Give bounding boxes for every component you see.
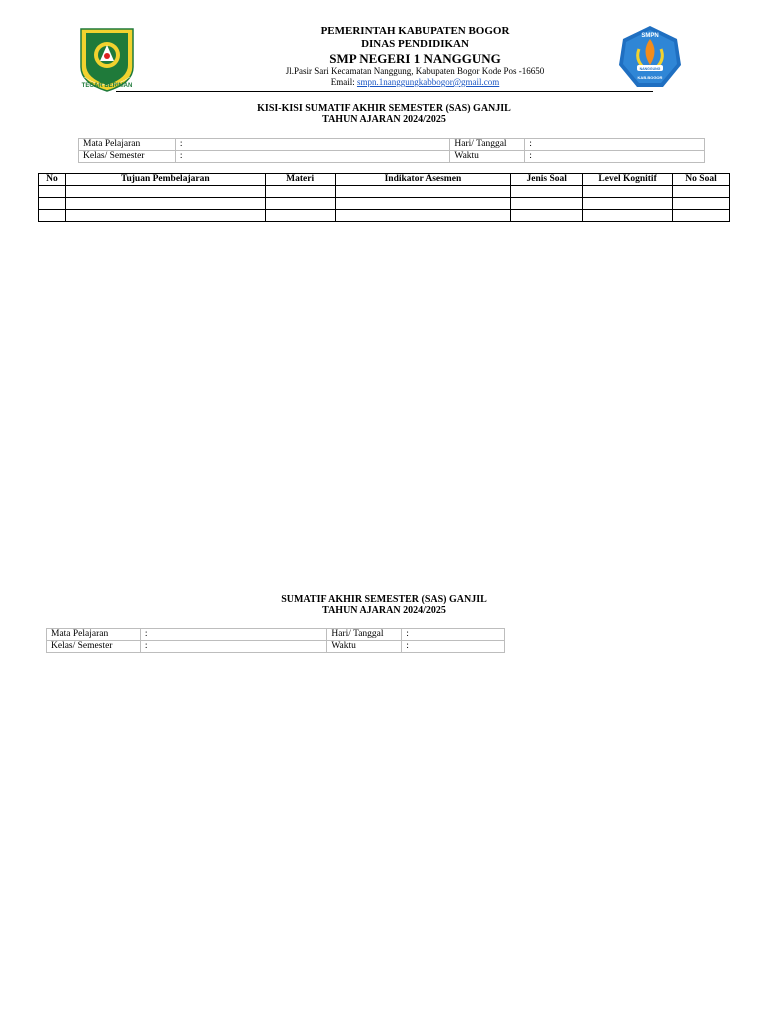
section1-year: TAHUN AJARAN 2024/2025 xyxy=(322,114,446,125)
table-cell[interactable] xyxy=(511,198,583,210)
logo-mid-text: NANGGUNG xyxy=(639,67,661,71)
column-header-no: No xyxy=(39,174,66,186)
table-cell[interactable] xyxy=(335,186,511,198)
school-name: SMP NEGERI 1 NANGGUNG xyxy=(329,51,501,66)
table-cell[interactable] xyxy=(65,198,265,210)
table-cell[interactable] xyxy=(65,210,265,222)
table-cell[interactable] xyxy=(583,210,673,222)
government-name: PEMERINTAH KABUPATEN BOGOR xyxy=(320,25,510,37)
table-cell[interactable] xyxy=(583,198,673,210)
table-cell[interactable] xyxy=(39,210,66,222)
column-header-jenis-soal: Jenis Soal xyxy=(511,174,583,186)
info-label-hari-tanggal: Hari/ Tanggal xyxy=(450,139,525,151)
info-value-waktu[interactable]: : xyxy=(402,641,505,653)
section1-title: KISI-KISI SUMATIF AKHIR SEMESTER (SAS) GANJIL xyxy=(257,103,511,114)
table-cell[interactable] xyxy=(335,210,511,222)
table-cell[interactable] xyxy=(265,186,335,198)
column-header-level-kognitif: Level Kognitif xyxy=(583,174,673,186)
table-cell[interactable] xyxy=(673,210,730,222)
department-name: DINAS PENDIDIKAN xyxy=(361,38,469,50)
info-value-mata-pelajaran[interactable]: : xyxy=(175,139,449,151)
table-cell[interactable] xyxy=(673,198,730,210)
table-row xyxy=(39,210,730,222)
info-value-mata-pelajaran[interactable]: : xyxy=(140,629,327,641)
info-label-waktu: Waktu xyxy=(450,151,525,163)
email-label: Email: xyxy=(330,77,357,87)
table-row xyxy=(39,198,730,210)
column-header-materi: Materi xyxy=(265,174,335,186)
info-row xyxy=(79,151,705,163)
info-label-hari-tanggal: Hari/ Tanggal xyxy=(327,629,402,641)
table-row xyxy=(39,186,730,198)
info-label-kelas-semester: Kelas/ Semester xyxy=(47,641,141,653)
email-line xyxy=(200,77,630,88)
info-row xyxy=(47,641,505,653)
table-cell[interactable] xyxy=(335,198,511,210)
table-cell[interactable] xyxy=(265,210,335,222)
section2-title: SUMATIF AKHIR SEMESTER (SAS) GANJIL xyxy=(281,594,487,605)
info-value-waktu[interactable]: : xyxy=(525,151,705,163)
table-cell[interactable] xyxy=(39,186,66,198)
info-row xyxy=(79,139,705,151)
school-logo xyxy=(617,25,683,89)
logo-bottom-text: KAB.BOGOR xyxy=(637,75,663,80)
info-label-mata-pelajaran: Mata Pelajaran xyxy=(47,629,141,641)
school-address: Jl.Pasir Sari Kecamatan Nanggung, Kabupaten Bogor Kode Pos -16650 xyxy=(285,66,545,76)
section1-info-table xyxy=(78,138,705,163)
logo-motto-text: TEGAR BERIMAN xyxy=(81,83,133,89)
letterhead xyxy=(200,25,630,88)
table-cell[interactable] xyxy=(673,186,730,198)
section2-info-table xyxy=(46,628,505,653)
table-cell[interactable] xyxy=(39,198,66,210)
column-header-no-soal: No Soal xyxy=(673,174,730,186)
table-cell[interactable] xyxy=(65,186,265,198)
info-label-waktu: Waktu xyxy=(327,641,402,653)
table-header-row xyxy=(39,174,730,186)
header-divider xyxy=(116,91,653,92)
table-cell[interactable] xyxy=(265,198,335,210)
info-value-kelas-semester[interactable]: : xyxy=(175,151,449,163)
table-cell[interactable] xyxy=(511,210,583,222)
info-value-hari-tanggal[interactable]: : xyxy=(402,629,505,641)
column-header-indikator-asesmen: Indikator Asesmen xyxy=(335,174,511,186)
column-header-tujuan-pembelajaran: Tujuan Pembelajaran xyxy=(65,174,265,186)
info-label-kelas-semester: Kelas/ Semester xyxy=(79,151,176,163)
info-row xyxy=(47,629,505,641)
kisi-kisi-table xyxy=(38,173,730,222)
table-cell[interactable] xyxy=(583,186,673,198)
email-link[interactable]: smpn.1nanggungkabbogor@gmail.com xyxy=(356,77,500,87)
info-value-kelas-semester[interactable]: : xyxy=(140,641,327,653)
kabupaten-bogor-logo xyxy=(78,27,136,93)
info-label-mata-pelajaran: Mata Pelajaran xyxy=(79,139,176,151)
logo-top-text: SMPN xyxy=(641,33,659,39)
table-cell[interactable] xyxy=(511,186,583,198)
section2-year: TAHUN AJARAN 2024/2025 xyxy=(322,605,446,616)
info-value-hari-tanggal[interactable]: : xyxy=(525,139,705,151)
